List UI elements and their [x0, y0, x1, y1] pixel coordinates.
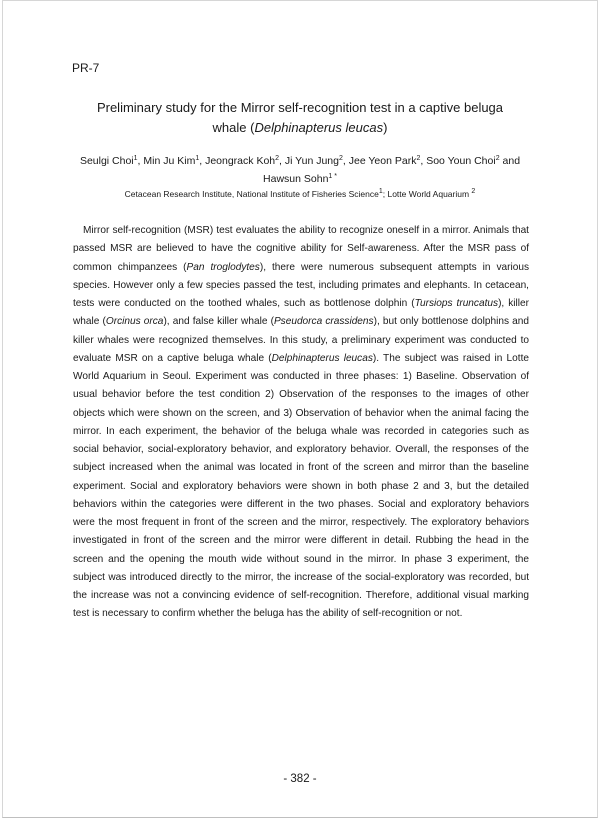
author-name: Hawsun Sohn	[263, 173, 329, 185]
species-name: Orcinus orca	[105, 316, 164, 328]
species-name: Pan troglodytes	[186, 261, 260, 273]
title-suffix: )	[383, 120, 388, 135]
affiliation-mark: 2	[471, 188, 476, 195]
author-affiliation-mark: 2	[495, 155, 500, 162]
author-affiliation-mark: 2	[275, 155, 280, 162]
author-separator: ,	[420, 155, 427, 167]
author	[205, 155, 285, 167]
paper-title	[60, 98, 540, 138]
abstract-text: ), killer whale (	[73, 298, 529, 328]
title-species: Delphinapterus leucas	[254, 120, 384, 135]
author-name: Ji Yun Jung	[284, 155, 339, 167]
author	[80, 155, 143, 167]
abstract-text: ), and false killer whale (	[163, 316, 274, 328]
author-affiliation-mark: 2	[338, 155, 343, 162]
species-name: Tursiops truncatus	[414, 298, 499, 309]
author-name: Jeongrack Koh	[205, 155, 276, 167]
author-name: Seulgi Choi	[79, 155, 134, 167]
author-name: Jee Yeon Park	[348, 155, 417, 167]
abstract-text: ), there were numerous subsequent attempts in various species. However only a few species passed the test, including primates and elephants. In cetacean, tests were conducted on the toothed whales, such as bottlenose dolphin (	[73, 261, 529, 309]
affiliations	[60, 189, 540, 199]
abstract-text: ), but only bottlenose dolphins and killer whales were recognized themselves. In this study, a preliminary experiment was conducted to evaluate MSR on a captive beluga whale (	[73, 316, 529, 364]
author-separator: ,	[279, 155, 285, 167]
species-name: Delphinapterus leucas	[271, 352, 373, 364]
author-affiliation-mark: 1	[195, 155, 200, 162]
author-affiliation-mark: 1	[133, 155, 138, 162]
abstract	[73, 222, 529, 624]
species-name: Pseudorca crassidens	[273, 316, 374, 328]
author-separator: ,	[137, 155, 144, 167]
title-prefix: whale (	[212, 120, 255, 135]
page-number: - 382 -	[283, 773, 317, 785]
author-list	[60, 152, 540, 188]
author	[263, 173, 337, 185]
author-affiliation-mark: 2	[416, 155, 421, 162]
affiliation-1: Cetacean Research Institute, National Institute of Fisheries Science	[124, 189, 379, 199]
affiliation-2: ; Lotte World Aquarium	[382, 189, 472, 199]
author-name: Soo Youn Choi	[426, 155, 496, 167]
abstract-text: ). The subject was raised in Lotte World Aquarium in Seoul. Experiment was conducted in three phases: 1) Baseline. Observation of usual behavior before the test condition 2) Observation of the responses to the images of other objects which were shown on the screen, and 3) Observation of behavior when the animal facing the mirror. In each experiment, the behavior of the beluga whale was recorded in categories such as social behavior, social-exploratory behavior, and exploratory behavior. Overall, the responses of the subject increased when the animal was located in front of the screen and mirror than the baseline experiment. Social and exploratory behaviors were shown in both phase 2 and 3, but the detailed behaviors within the categories were different in the two phases. Social and exploratory behaviors were the most frequent in front of the screen and the mirror, respectively. The exploratory behaviors investigated in front of the screen and the mirror were different in detail. Rubbing the head in the screen and the opening the mouth wide without sound in the mirror. In phase 3 experiment, the subject was introduced directly to the mirror, the increase of the social-exploratory was recorded, but the increase was not a convincing evidence of self-recognition. Therefore, additional visual marking test is necessary to confirm whether the beluga has the ability of self-recognition or not.	[73, 352, 529, 620]
abstract-text: Mirror self-recognition (MSR) test evaluates the ability to recognize oneself in a mirror. Animals that passed MSR are believed to have the cognitive ability for Self-awareness. After the MSR pass of common chimpanzees (	[73, 225, 529, 273]
author	[143, 155, 205, 167]
title-line-2	[60, 118, 540, 138]
author	[426, 155, 520, 167]
presentation-code: PR-7	[72, 61, 100, 75]
affiliation-mark: 1	[378, 188, 383, 195]
author-separator: and	[499, 155, 521, 167]
title-line-1: Preliminary study for the Mirror self-recognition test in a captive beluga	[96, 100, 504, 115]
abstract-paragraph	[73, 222, 529, 624]
author	[349, 155, 426, 167]
author-separator: ,	[199, 155, 206, 167]
author	[285, 155, 349, 167]
author-separator: ,	[342, 155, 349, 167]
author-affiliation-mark: 1 *	[328, 173, 337, 180]
author-name: Min Ju Kim	[143, 155, 196, 167]
